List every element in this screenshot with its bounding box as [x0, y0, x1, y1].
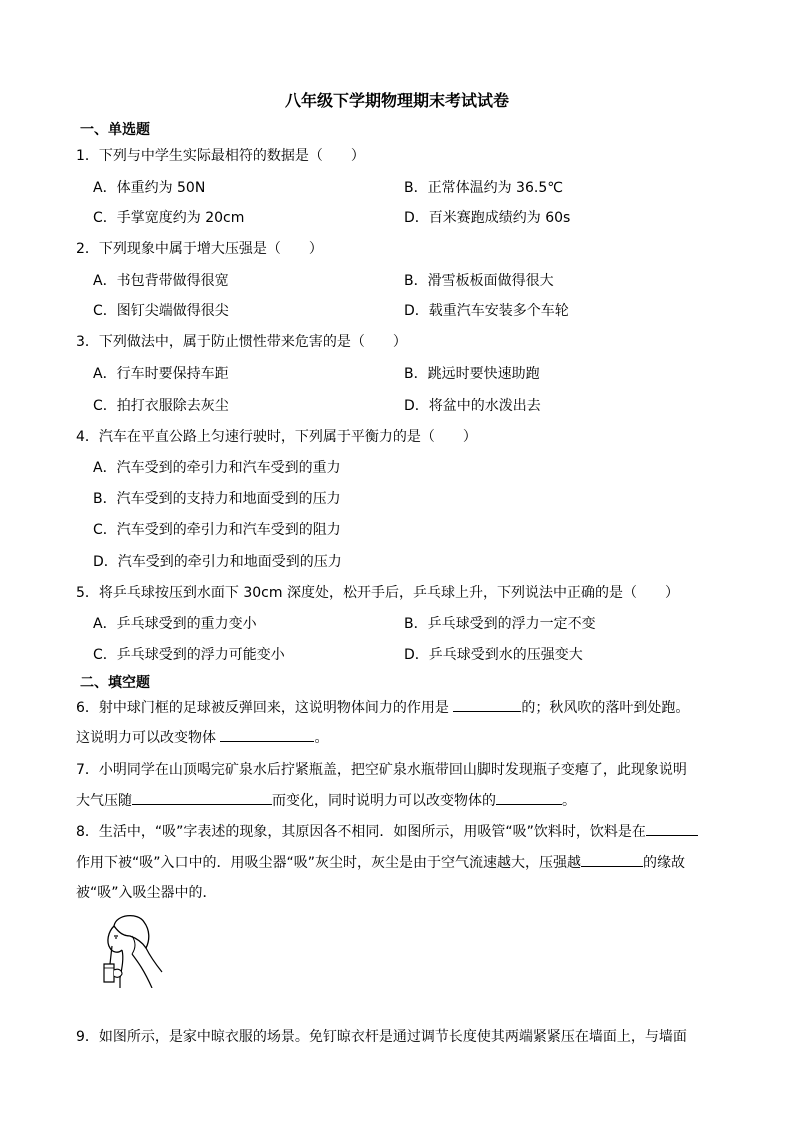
question-7-text-3: 。	[562, 793, 576, 809]
question-3-option-d: D．将盆中的水泼出去	[404, 398, 541, 414]
question-4-option-b: B．汽车受到的支持力和地面受到的压力	[93, 491, 341, 507]
question-6-text-4: 。	[314, 730, 329, 746]
section-single-choice: 一、单选题	[80, 122, 150, 138]
question-7-text-1: 大气压随	[76, 793, 132, 809]
question-1-option-b: B．正常体温约为 36.5℃	[404, 180, 563, 196]
answer-blank	[132, 790, 272, 805]
question-8-line-1	[76, 821, 698, 841]
question-7-line-1: 7．小明同学在山顶喝完矿泉水后拧紧瓶盖，把空矿泉水瓶带回山脚时发现瓶子变瘪了，此现象说明	[76, 762, 687, 778]
answer-blank	[581, 852, 643, 867]
question-4-option-a: A．汽车受到的牵引力和汽车受到的重力	[93, 460, 341, 476]
question-5-option-d: D．乒乓球受到水的压强变大	[404, 647, 583, 663]
question-3-option-c: C．拍打衣服除去灰尘	[93, 398, 229, 414]
question-1-option-c: C．手掌宽度约为 20cm	[93, 210, 245, 226]
question-6-line-2	[76, 727, 328, 747]
question-2-option-c: C．图钉尖端做得很尖	[93, 303, 229, 319]
question-7-text-2: 而变化，同时说明力可以改变物体的	[272, 793, 496, 809]
question-6-text-3: 这说明力可以改变物体	[76, 730, 221, 746]
question-1-option-a: A．体重约为 50N	[93, 180, 206, 196]
question-8-line-2	[76, 852, 685, 872]
answer-blank	[496, 790, 562, 805]
question-1-option-d: D．百米赛跑成绩约为 60s	[404, 210, 571, 226]
question-6-text-1: 6．射中球门框的足球被反弹回来，这说明物体间力的作用是	[76, 700, 454, 716]
girl-drinking-straw-illustration	[92, 912, 164, 988]
question-5-option-a: A．乒乓球受到的重力变小	[93, 616, 257, 632]
question-5-option-b: B．乒乓球受到的浮力一定不变	[404, 616, 596, 632]
question-2-option-b: B．滑雪板板面做得很大	[404, 273, 554, 289]
question-1-stem: 1．下列与中学生实际最相符的数据是（ ）	[76, 148, 365, 164]
answer-blank	[453, 697, 521, 712]
page-title: 八年级下学期物理期末考试试卷	[284, 91, 509, 110]
answer-blank	[646, 821, 698, 836]
answer-blank	[220, 727, 314, 742]
question-9-line-1: 9．如图所示，是家中晾衣服的场景。免钉晾衣杆是通过调节长度使其两端紧紧压在墙面上，与墙面	[76, 1029, 687, 1045]
section-fill-blank: 二、填空题	[80, 675, 150, 691]
question-2-stem: 2．下列现象中属于增大压强是（ ）	[76, 241, 323, 257]
question-3-option-a: A．行车时要保持车距	[93, 366, 229, 382]
question-2-option-a: A．书包背带做得很宽	[93, 273, 229, 289]
question-6-line-1	[76, 697, 689, 717]
question-7-line-2	[76, 790, 576, 810]
question-4-option-c: C．汽车受到的牵引力和汽车受到的阻力	[93, 522, 341, 538]
question-5-stem: 5．将乒乓球按压到水面下 30cm 深度处，松开手后，乒乓球上升，下列说法中正确的是（ ）	[76, 585, 679, 601]
question-8-text-1: 8．生活中，“吸”字表述的现象，其原因各不相同．如图所示，用吸管“吸”饮料时，饮料是在	[76, 824, 646, 840]
question-8-text-3: 的缘故	[643, 855, 686, 871]
question-3-stem: 3．下列做法中，属于防止惯性带来危害的是（ ）	[76, 334, 407, 350]
question-8-text-2: 作用下被“吸”入口中的．用吸尘器“吸”灰尘时，灰尘是由于空气流速越大，压强越	[76, 855, 582, 871]
question-4-stem: 4．汽车在平直公路上匀速行驶时，下列属于平衡力的是（ ）	[76, 429, 477, 445]
question-8-line-3: 被“吸”入吸尘器中的．	[76, 885, 217, 901]
question-2-option-d: D．载重汽车安装多个车轮	[404, 303, 569, 319]
question-5-option-c: C．乒乓球受到的浮力可能变小	[93, 647, 285, 663]
question-3-option-b: B．跳远时要快速助跑	[404, 366, 540, 382]
question-6-text-2: 的；秋风吹的落叶到处跑。	[521, 700, 690, 716]
question-4-option-d: D．汽车受到的牵引力和地面受到的压力	[93, 554, 342, 570]
